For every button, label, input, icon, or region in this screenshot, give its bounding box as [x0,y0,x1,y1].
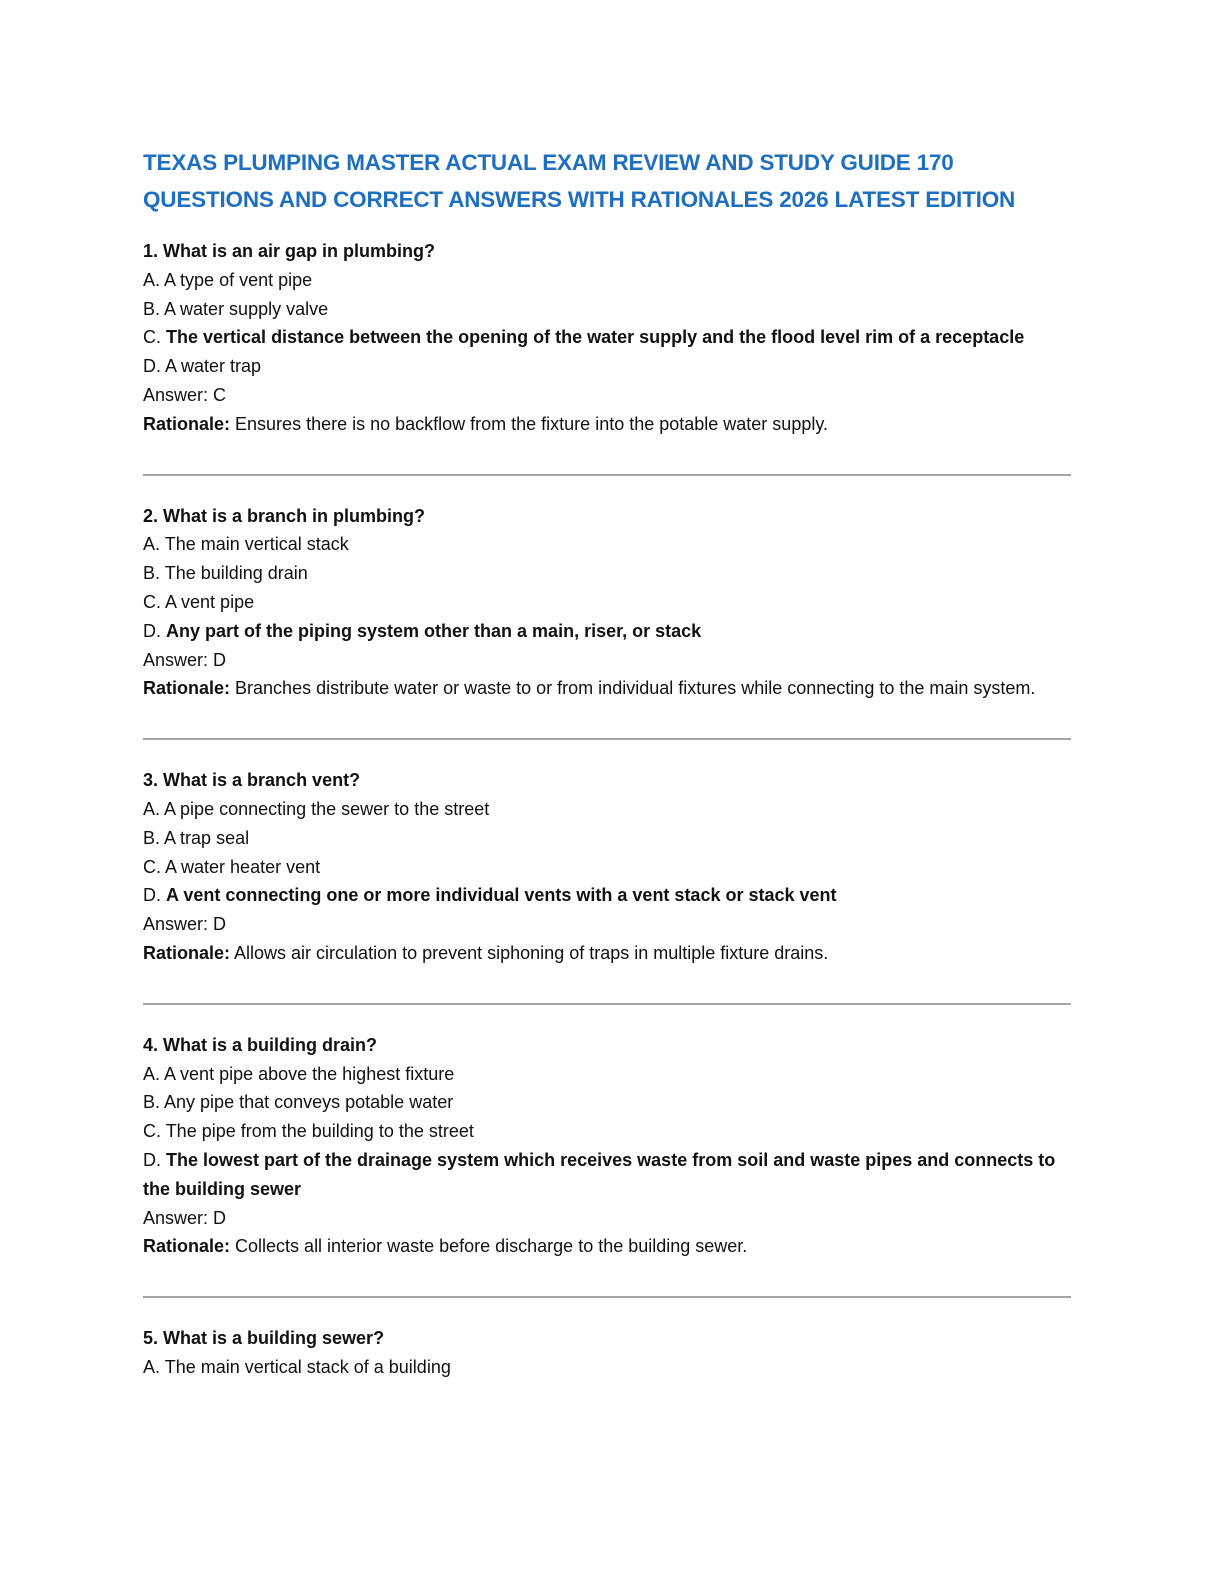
option-letter: B. [143,827,161,848]
option-d [143,352,1073,381]
option-d [143,1146,1073,1204]
option-a [143,1353,1073,1382]
question-number: 5. [143,1328,159,1349]
answer-line: Answer: D [143,1207,227,1228]
question-2 [143,502,1073,704]
option-letter: C. [143,1121,161,1142]
option-text-correct: The vertical distance between the opening of the water supply and the flood level rim of a receptacle [166,327,1025,348]
question-divider [143,1296,1071,1298]
question-number: 1. [143,241,159,261]
option-b [143,559,1073,588]
question-text: What is a building drain? [163,1034,378,1055]
question-3 [143,766,1073,968]
option-a [143,530,1073,559]
option-letter: A. [143,269,161,290]
option-d [143,617,1073,646]
option-a [143,795,1073,824]
question-text: What is an air gap in plumbing? [163,241,436,261]
option-text: A vent pipe above the highest fixture [164,1063,455,1084]
option-text: A water supply valve [164,298,329,319]
option-text: The main vertical stack of a building [164,1356,451,1377]
question-number: 2. [143,505,159,526]
option-text: A water trap [165,356,262,377]
option-text: A pipe connecting the sewer to the street [164,798,490,819]
rationale-label: Rationale: [143,1236,231,1257]
option-b [143,824,1073,853]
question-number: 4. [143,1034,159,1055]
option-letter: D. [143,356,161,377]
option-text: The main vertical stack [164,534,349,555]
rationale-line [143,1232,1073,1261]
option-text: The pipe from the building to the street [165,1121,474,1142]
rationale-text: Branches distribute water or waste to or from individual fixtures while connecting to the main system. [235,678,1036,699]
option-a [143,1060,1073,1089]
option-a [143,266,1073,295]
question-text: What is a branch in plumbing? [163,505,426,526]
option-c [143,323,1073,352]
rationale-label: Rationale: [143,678,231,699]
option-c [143,1117,1073,1146]
question-5 [143,1324,1073,1382]
option-b [143,295,1073,324]
question-text: What is a building sewer? [163,1328,385,1349]
option-letter: C. [143,327,161,348]
option-letter: B. [143,563,161,584]
question-1 [143,237,1073,439]
question-divider [143,738,1071,740]
option-c [143,853,1073,882]
document-title [143,144,1073,218]
option-c [143,588,1073,617]
option-text-correct: Any part of the piping system other than a main, riser, or stack [166,620,702,641]
question-text: What is a branch vent? [163,770,361,791]
question-divider [143,474,1071,476]
option-text: A vent pipe [165,591,255,612]
document-page [143,144,1073,1382]
rationale-text: Allows air circulation to prevent siphoning of traps in multiple fixture drains. [234,942,829,963]
rationale-label: Rationale: [143,413,231,434]
question-stem [143,1031,1073,1060]
title-line-1: TEXAS PLUMPING MASTER ACTUAL EXAM REVIEW AND STUDY GUIDE 170 [143,150,954,175]
option-letter: A. [143,798,161,819]
option-text-correct: The lowest part of the drainage system which receives waste from soil and waste pipes and connects to the building sewer [143,1149,1056,1199]
question-stem [143,237,1073,266]
question-4 [143,1031,1073,1261]
rationale-line [143,939,1073,968]
option-text: The building drain [164,563,308,584]
question-stem [143,502,1073,531]
answer-line: Answer: D [143,914,227,935]
option-letter: D. [143,1149,161,1170]
option-letter: B. [143,1092,161,1113]
question-stem [143,766,1073,795]
option-text: A trap seal [164,827,250,848]
rationale-text: Ensures there is no backflow from the fixture into the potable water supply. [235,413,829,434]
option-text: Any pipe that conveys potable water [164,1092,454,1113]
option-text: A type of vent pipe [164,269,313,290]
option-b [143,1088,1073,1117]
option-letter: D. [143,885,161,906]
option-letter: A. [143,1063,161,1084]
option-letter: A. [143,534,161,555]
option-text-correct: A vent connecting one or more individual vents with a vent stack or stack vent [166,885,837,906]
rationale-line [143,674,1073,703]
rationale-line [143,410,1073,439]
question-number: 3. [143,770,159,791]
question-stem [143,1324,1073,1353]
rationale-text: Collects all interior waste before discharge to the building sewer. [235,1236,748,1257]
option-letter: A. [143,1356,161,1377]
option-letter: C. [143,591,161,612]
option-letter: C. [143,856,161,877]
option-text: A water heater vent [165,856,321,877]
question-divider [143,1003,1071,1005]
option-letter: D. [143,620,161,641]
option-letter: B. [143,298,161,319]
answer-line: Answer: D [143,649,227,670]
answer-line: Answer: C [143,384,227,405]
option-d [143,881,1073,910]
title-line-2: QUESTIONS AND CORRECT ANSWERS WITH RATIONALES 2026 LATEST EDITION [143,187,1016,212]
rationale-label: Rationale: [143,942,231,963]
